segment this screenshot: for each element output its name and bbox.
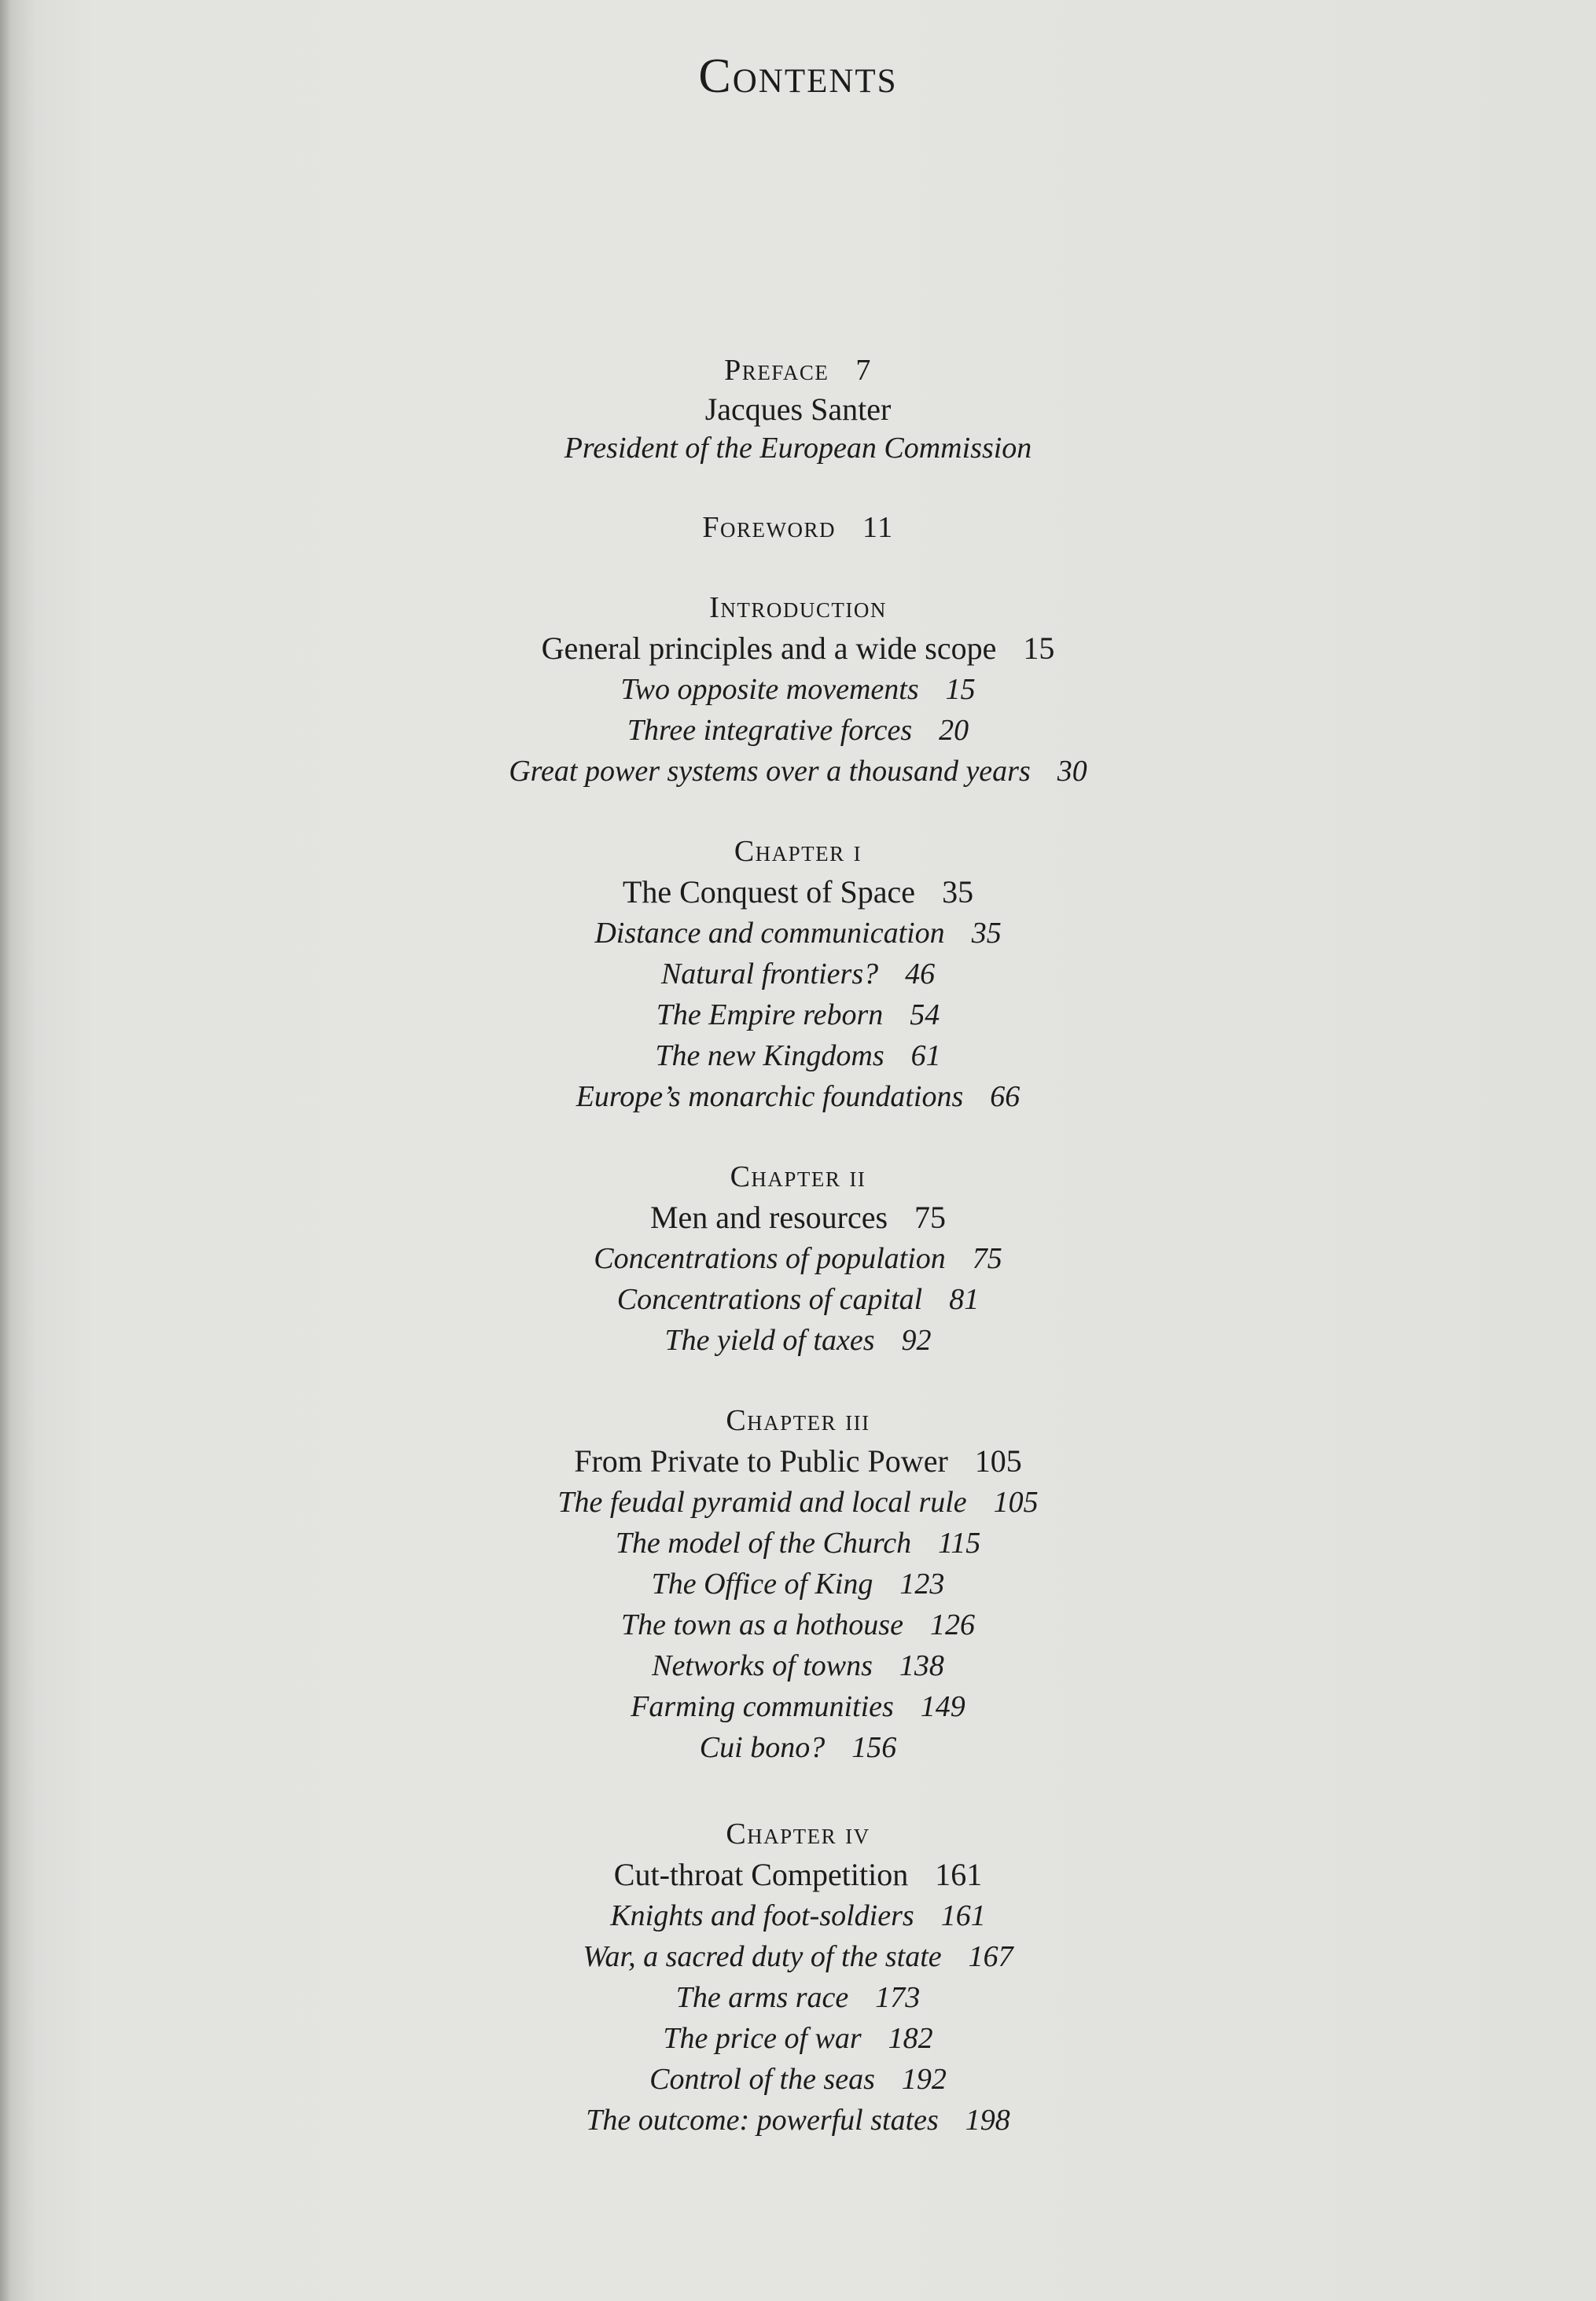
toc-entry-title: Distance and communication	[594, 917, 945, 950]
toc-entry-title: Networks of towns	[652, 1649, 873, 1682]
preface-label: Preface	[724, 354, 829, 387]
toc-entry-page: 115	[938, 1527, 981, 1560]
toc-entry-page: 173	[875, 1981, 921, 2014]
introduction-heading: Introduction	[709, 591, 887, 624]
toc-entry	[0, 1645, 1596, 1686]
toc-entry-page: 167	[968, 1940, 1013, 1973]
toc-entry-title: Concentrations of population	[594, 1242, 946, 1275]
toc-entry	[0, 1482, 1596, 1523]
chapter-3-section	[0, 1400, 1596, 1768]
toc-entry-title: Concentrations of capital	[616, 1283, 923, 1316]
toc-entry-page: 15	[945, 673, 976, 706]
toc-entry-title: The arms race	[675, 1981, 849, 2014]
toc-entry-title: The model of the Church	[615, 1527, 912, 1560]
toc-entry-page: 66	[990, 1080, 1020, 1113]
toc-entry-title: Knights and foot-soldiers	[610, 1899, 914, 1932]
toc-entry-page: 61	[910, 1039, 941, 1072]
toc-entry	[0, 1936, 1596, 1977]
toc-entry-title: War, a sacred duty of the state	[583, 1940, 942, 1973]
toc-entry	[0, 1977, 1596, 2018]
toc-entry-page: 161	[940, 1899, 986, 1932]
toc-entry-title: The new Kingdoms	[655, 1039, 884, 1072]
chapter-3-title: From Private to Public Power	[574, 1443, 948, 1479]
toc-entry-page: 35	[971, 917, 1002, 950]
toc-entry-page: 156	[851, 1731, 897, 1764]
introduction-title-line	[0, 628, 1596, 669]
toc-entry	[0, 1279, 1596, 1320]
toc-entry-title: The Empire reborn	[656, 998, 884, 1031]
toc-entry-page: 126	[929, 1608, 975, 1641]
toc-entry-page: 105	[993, 1486, 1039, 1519]
toc-entry-page: 30	[1057, 755, 1087, 788]
toc-entry-title: Three integrative forces	[627, 714, 913, 747]
toc-entry	[0, 2100, 1596, 2141]
toc-entry	[0, 1895, 1596, 1936]
toc-entry-page: 75	[972, 1242, 1002, 1275]
toc-entry-title: Cui bono?	[699, 1731, 826, 1764]
page-title: Contents	[698, 50, 898, 103]
chapter-1-section	[0, 831, 1596, 1117]
toc-entry	[0, 1035, 1596, 1076]
toc-entry-title: Control of the seas	[649, 2063, 875, 2096]
toc-entry-page: 123	[899, 1568, 945, 1601]
chapter-2-page-number: 75	[914, 1200, 947, 1235]
toc-entry-title: The price of war	[663, 2022, 862, 2055]
chapter-2-title-line	[0, 1197, 1596, 1238]
toc-entry	[0, 954, 1596, 994]
chapter-4-title: Cut-throat Competition	[613, 1857, 909, 1892]
toc-entry-page: 182	[888, 2022, 933, 2055]
preface-page-number: 7	[855, 354, 872, 387]
toc-entry-title: The feudal pyramid and local rule	[557, 1486, 967, 1519]
toc-entry-title: Two opposite movements	[620, 673, 919, 706]
chapter-3-title-line	[0, 1441, 1596, 1482]
toc-entry-page: 81	[949, 1283, 980, 1316]
chapter-4-page-number: 161	[935, 1857, 983, 1892]
toc-entry	[0, 710, 1596, 751]
toc-entry-title: Europe’s monarchic foundations	[576, 1080, 964, 1113]
toc-entry-title: Farming communities	[631, 1690, 894, 1723]
chapter-3-heading: Chapter iii	[726, 1404, 870, 1437]
chapter-1-title: The Conquest of Space	[622, 874, 916, 910]
introduction-section	[0, 587, 1596, 792]
toc-entry-title: The Office of King	[651, 1568, 873, 1601]
toc-entry	[0, 669, 1596, 710]
toc-entry-page: 54	[910, 998, 940, 1031]
toc-entry-page: 192	[901, 2063, 947, 2096]
chapter-3-page-number: 105	[974, 1443, 1022, 1479]
toc-entry	[0, 1686, 1596, 1727]
toc-entry-title: The outcome: powerful states	[586, 2104, 939, 2137]
toc-entry-title: Natural frontiers?	[660, 958, 879, 991]
toc-entry	[0, 1523, 1596, 1564]
toc-entry-title: The yield of taxes	[664, 1324, 875, 1357]
chapter-4-heading: Chapter iv	[726, 1818, 870, 1851]
foreword-label: Foreword	[702, 511, 837, 544]
toc-entry-page: 138	[899, 1649, 944, 1682]
toc-entry-page: 149	[920, 1690, 965, 1723]
toc-entry	[0, 751, 1596, 792]
table-of-contents	[0, 350, 1596, 2180]
toc-entry	[0, 2018, 1596, 2059]
toc-entry	[0, 994, 1596, 1035]
toc-entry-title: The town as a hothouse	[621, 1608, 903, 1641]
chapter-1-page-number: 35	[942, 874, 974, 910]
chapter-2-heading: Chapter ii	[730, 1160, 866, 1193]
preface-heading	[0, 350, 1596, 391]
introduction-title: General principles and a wide scope	[541, 630, 997, 666]
toc-entry	[0, 1604, 1596, 1645]
preface-section	[0, 350, 1596, 468]
toc-entry-page: 198	[965, 2104, 1010, 2137]
toc-entry-page: 92	[901, 1324, 932, 1357]
chapter-2-section	[0, 1156, 1596, 1361]
toc-entry-title: Great power systems over a thousand years	[509, 755, 1031, 788]
chapter-4-title-line	[0, 1854, 1596, 1895]
preface-author: Jacques Santer	[704, 391, 892, 427]
toc-entry	[0, 1076, 1596, 1117]
chapter-2-title: Men and resources	[649, 1200, 888, 1235]
introduction-page-number: 15	[1023, 630, 1055, 666]
foreword-heading	[0, 507, 1596, 548]
chapter-1-title-line	[0, 872, 1596, 913]
toc-entry	[0, 1238, 1596, 1279]
toc-entry	[0, 1320, 1596, 1361]
chapter-4-section	[0, 1814, 1596, 2141]
chapter-1-heading: Chapter i	[734, 835, 862, 868]
toc-entry	[0, 913, 1596, 954]
toc-entry	[0, 1727, 1596, 1768]
toc-entry	[0, 1564, 1596, 1604]
toc-entry	[0, 2059, 1596, 2100]
preface-author-title: President of the European Commission	[564, 432, 1032, 465]
foreword-section	[0, 507, 1596, 548]
toc-entry-page: 46	[905, 958, 936, 991]
foreword-page-number: 11	[862, 511, 894, 544]
toc-entry-page: 20	[939, 714, 969, 747]
